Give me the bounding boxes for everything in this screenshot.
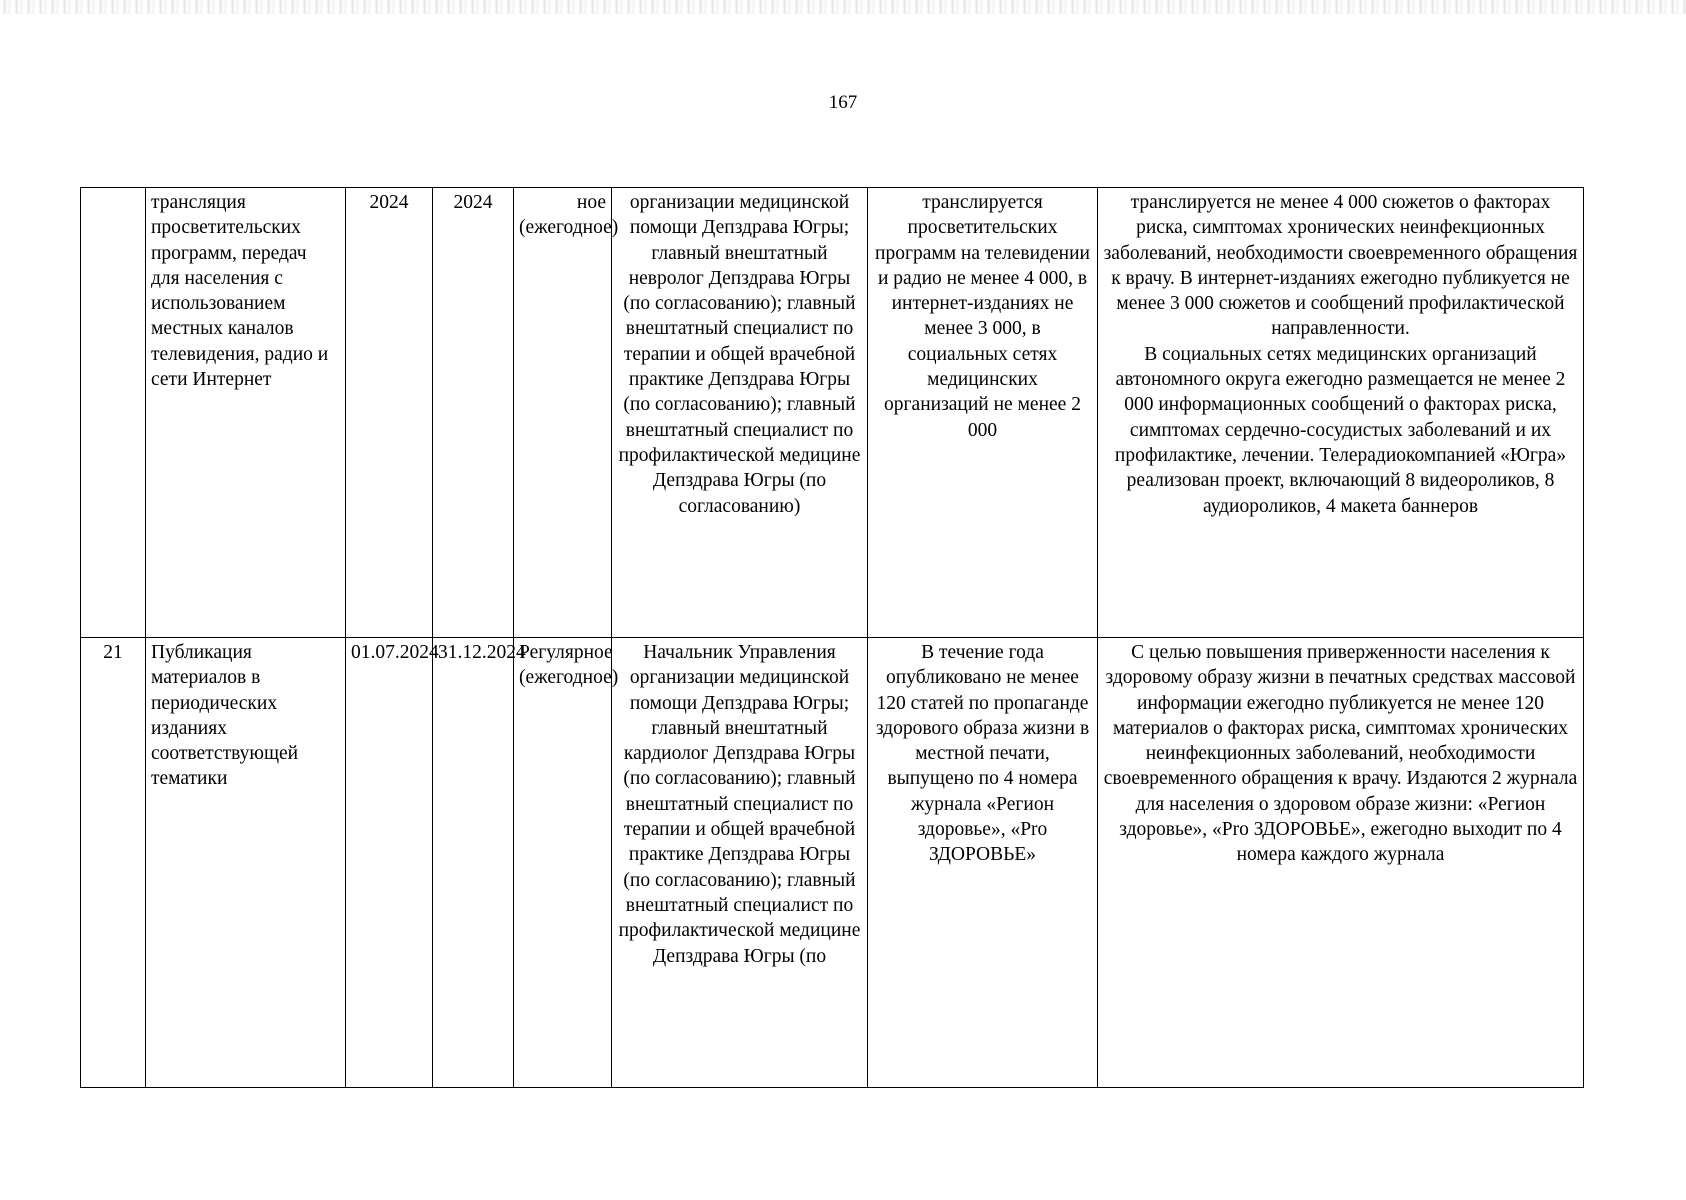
cell-no: 21 [81,638,146,1088]
cell-end-date: 2024 [433,188,514,638]
cell-indicator: В течение года опубликовано не менее 120 статей по пропаганде здорового образа жизни в местной печати, выпущено по 4 номера журнала «Регион здоровье», «Pro ЗДОРОВЬЕ» [868,638,1098,1088]
scan-edge [0,0,1686,14]
result-paragraph: С целью повышения приверженности населения к здоровому образу жизни в печатных средствах массовой информации ежегодно публикуется не менее 120 материалов о факторах риска, симптомах хронических неинфекционных заболеваний, необходимости своевременного обращения к врачу. Издаются 2 журнала для населения о здоровом образе жизни: «Регион здоровье», «Pro ЗДОРОВЬЕ», ежегодно выходит по 4 номера каждого журнала [1103,642,1578,866]
cell-indicator: транслируется просветительских программ на телевидении и радио не менее 4 000, в интернет-изданиях не менее 3 000, в социальных сетях медицинских организаций не менее 2 000 [868,188,1098,638]
cell-start-date: 2024 [346,188,433,638]
cell-result [1098,188,1584,638]
measures-table [80,187,1584,1088]
cell-result [1098,638,1584,1088]
cell-periodicity: ное (ежегодное) [514,188,612,638]
table-row [81,188,1584,638]
table-row [81,638,1584,1088]
cell-start-date: 01.07.2024 [346,638,433,1088]
cell-measure-name: Публикация материалов в периодических изданиях соответствующей тематики [146,638,346,1088]
page-number: 167 [828,92,858,113]
cell-periodicity: Регулярное (ежегодное) [514,638,612,1088]
result-paragraph: В социальных сетях медицинских организаций автономного округа ежегодно размещается не менее 2 000 информационных сообщений о факторах риска, симптомах сердечно-сосудистых заболеваний и их профилактике, лечении. Телерадиокомпанией «Югра» реализован проект, включающий 8 видеороликов, 8 аудиороликов, 4 макета баннеров [1114,343,1567,517]
cell-responsible: организации медицинской помощи Депздрава Югры; главный внештатный невролог Депздрава Югры (по согласованию); главный внештатный специалист по терапии и общей врачебной практике Депздрава Югры (по согласованию); главный внештатный специалист по профилактической медицине Депздрава Югры (по согласованию) [612,188,868,638]
cell-measure-name: трансляция просветительских программ, передач для населения с использованием местных каналов телевидения, радио и сети Интернет [146,188,346,638]
cell-end-date: 31.12.2024 [433,638,514,1088]
cell-no [81,188,146,638]
result-paragraph: транслируется не менее 4 000 сюжетов о факторах риска, симптомах хронических неинфекционных заболеваний, необходимости своевременного обращения к врачу. В интернет-изданиях ежегодно публикуется не менее 3 000 сюжетов и сообщений профилактической направленности. [1103,192,1578,340]
cell-responsible: Начальник Управления организации медицинской помощи Депздрава Югры; главный внештатный кардиолог Депздрава Югры (по согласованию); главный внештатный специалист по терапии и общей врачебной практике Депздрава Югры (по согласованию); главный внештатный специалист по профилактической медицине Депздрава Югры (по [612,638,868,1088]
